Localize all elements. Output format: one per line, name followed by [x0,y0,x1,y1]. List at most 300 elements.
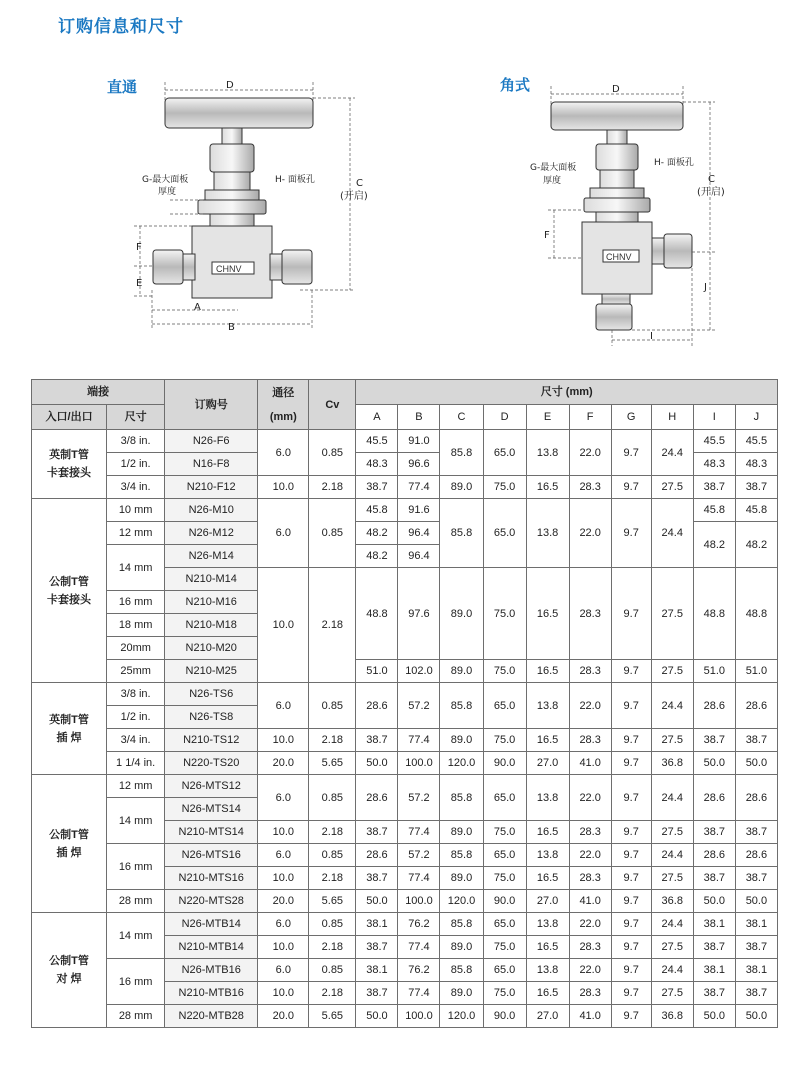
table-cell: 2.18 [309,568,356,683]
table-cell: 89.0 [440,982,483,1005]
angle-title: 角式 [500,76,531,94]
table-cell: N210-M25 [165,660,258,683]
table-row [32,729,778,752]
header-orifice [258,380,309,430]
table-cell: 85.8 [440,499,483,568]
table-cell: 28 mm [107,890,165,913]
table-cell: 18 mm [107,614,165,637]
table-cell: 16.5 [526,982,569,1005]
header-dim-c: C [440,405,483,430]
angle-brand: CHNV [606,252,632,262]
table-cell: 38.7 [735,867,777,890]
table-cell: 16 mm [107,844,165,890]
table-cell: 38.7 [735,821,777,844]
angle-label-c2: (开启) [697,187,725,198]
table-cell: 38.7 [693,867,735,890]
table-cell: 50.0 [693,890,735,913]
table-cell: N220-TS20 [165,752,258,775]
table-cell: 45.8 [356,499,398,522]
table-cell: 85.8 [440,913,483,936]
table-cell: 25mm [107,660,165,683]
table-cell: 28.3 [569,982,611,1005]
table-cell: 16.5 [526,936,569,959]
table-cell: 48.8 [356,568,398,660]
table-cell: 28.3 [569,729,611,752]
table-cell: 28.3 [569,936,611,959]
table-cell: 13.8 [526,844,569,867]
table-cell: 120.0 [440,890,483,913]
table-cell: 50.0 [693,752,735,775]
table-cell: 9.7 [611,867,651,890]
straight-brand: CHNV [216,264,242,274]
table-cell: 48.3 [693,453,735,476]
table-cell: 0.85 [309,959,356,982]
table-cell: 27.5 [651,476,693,499]
table-cell: 28.3 [569,821,611,844]
table-cell: N210-MTB16 [165,982,258,1005]
angle-label-d: D [612,84,620,95]
table-cell: 24.4 [651,959,693,982]
table-cell: 38.7 [356,867,398,890]
table-cell: 6.0 [258,499,309,568]
table-cell: N210-M14 [165,568,258,591]
table-cell: N210-MTB14 [165,936,258,959]
table-cell: N210-MTS14 [165,821,258,844]
table-cell: 50.0 [735,890,777,913]
table-cell: 45.8 [693,499,735,522]
table-cell: 27.0 [526,1005,569,1028]
table-cell: N210-M16 [165,591,258,614]
table-cell: 51.0 [356,660,398,683]
table-cell: 24.4 [651,499,693,568]
table-row [32,890,778,913]
table-cell: 2.18 [309,982,356,1005]
table-cell: N220-MTB28 [165,1005,258,1028]
table-cell: 20mm [107,637,165,660]
table-cell: 41.0 [569,890,611,913]
table-cell: 85.8 [440,430,483,476]
table-cell: 89.0 [440,568,483,660]
table-cell: 3/8 in. [107,683,165,706]
table-cell: 120.0 [440,1005,483,1028]
table-cell: 51.0 [735,660,777,683]
table-cell: 100.0 [398,890,440,913]
straight-label-c: C [356,178,363,189]
table-cell: 50.0 [356,752,398,775]
header-cv: Cv [309,380,356,430]
table-cell: 27.5 [651,660,693,683]
table-cell: 2.18 [309,821,356,844]
table-cell: 16 mm [107,959,165,1005]
straight-label-f: F [136,242,142,253]
table-cell: 16.5 [526,821,569,844]
table-cell: 77.4 [398,982,440,1005]
table-cell: 0.85 [309,683,356,729]
table-cell: 41.0 [569,1005,611,1028]
table-cell: 10.0 [258,982,309,1005]
table-cell: 9.7 [611,982,651,1005]
table-cell: 16.5 [526,660,569,683]
spec-table [31,379,778,1028]
table-cell: 28.3 [569,476,611,499]
table-cell: 48.2 [735,522,777,568]
angle-label-f: F [544,230,550,241]
table-cell: 10.0 [258,936,309,959]
table-cell: N210-MTS16 [165,867,258,890]
angle-label-c: C [708,174,715,185]
angle-label-g: G-最大面板 [530,163,577,173]
table-cell: N26-MTS12 [165,775,258,798]
table-cell: 76.2 [398,959,440,982]
table-cell: 10.0 [258,568,309,683]
table-row [32,959,778,982]
table-cell: 85.8 [440,775,483,821]
table-cell: 0.85 [309,499,356,568]
table-cell: 97.6 [398,568,440,660]
table-cell: 45.5 [693,430,735,453]
table-cell: 14 mm [107,913,165,959]
table-row [32,913,778,936]
table-cell: 48.2 [693,522,735,568]
table-cell: 22.0 [569,775,611,821]
table-cell: 28.6 [356,775,398,821]
table-cell: 28.6 [693,775,735,821]
table-cell: 24.4 [651,775,693,821]
table-cell: 27.5 [651,568,693,660]
table-cell: N16-F8 [165,453,258,476]
table-cell: 9.7 [611,568,651,660]
table-cell: 90.0 [483,890,526,913]
table-row [32,752,778,775]
table-cell: 41.0 [569,752,611,775]
table-cell: 65.0 [483,430,526,476]
table-cell: 91.6 [398,499,440,522]
table-cell: 45.8 [735,499,777,522]
table-cell: 50.0 [735,1005,777,1028]
table-cell: N26-MTS14 [165,798,258,821]
table-cell: 13.8 [526,683,569,729]
table-cell: 10.0 [258,476,309,499]
straight-label-a: A [194,302,201,313]
table-cell: 22.0 [569,499,611,568]
header-dim-e: E [526,405,569,430]
table-cell: 27.5 [651,982,693,1005]
table-cell: 75.0 [483,936,526,959]
table-cell: 6.0 [258,775,309,821]
table-cell: 3/4 in. [107,729,165,752]
table-cell: 89.0 [440,936,483,959]
table-cell: 38.7 [356,982,398,1005]
table-cell: 57.2 [398,775,440,821]
table-row [32,430,778,453]
table-cell: 38.7 [693,729,735,752]
straight-label-h: H- 面板孔 [275,175,315,185]
header-size: 尺寸 [107,405,165,430]
table-cell: 22.0 [569,683,611,729]
table-cell: 28.6 [693,844,735,867]
table-row [32,499,778,522]
table-row [32,844,778,867]
table-cell: 5.65 [309,890,356,913]
header-dim-j: J [735,405,777,430]
table-cell: 48.8 [735,568,777,660]
table-cell: 65.0 [483,959,526,982]
table-cell: 96.4 [398,522,440,545]
table-cell: N26-M10 [165,499,258,522]
table-cell: 9.7 [611,430,651,476]
table-cell: 0.85 [309,844,356,867]
table-cell: 5.65 [309,1005,356,1028]
table-cell: 0.85 [309,430,356,476]
table-cell: 38.7 [735,729,777,752]
table-row [32,683,778,706]
header-part-no: 订购号 [165,380,258,430]
table-cell: 50.0 [693,1005,735,1028]
table-cell: 22.0 [569,913,611,936]
table-cell: N210-M18 [165,614,258,637]
straight-label-g: G-最大面板 [142,175,189,185]
table-cell: N26-MTB14 [165,913,258,936]
table-cell: 27.5 [651,936,693,959]
table-cell: 38.7 [735,982,777,1005]
table-cell: 65.0 [483,844,526,867]
table-cell: N26-M14 [165,545,258,568]
header-dim-d: D [483,405,526,430]
table-cell: 2.18 [309,867,356,890]
table-cell: 36.8 [651,890,693,913]
table-cell: 0.85 [309,913,356,936]
header-dims: 尺寸 (mm) [356,380,778,405]
table-cell: 65.0 [483,775,526,821]
table-cell: 10.0 [258,729,309,752]
table-cell: 102.0 [398,660,440,683]
table-cell: 48.3 [356,453,398,476]
table-cell: 38.7 [693,821,735,844]
table-cell: 76.2 [398,913,440,936]
angle-label-j: J [704,282,707,293]
table-cell: 89.0 [440,729,483,752]
table-cell: 50.0 [356,1005,398,1028]
table-cell: 57.2 [398,683,440,729]
angle-label-g2: 厚度 [543,176,562,186]
header-dim-h: H [651,405,693,430]
table-cell: N26-MTS16 [165,844,258,867]
header-dim-f: F [569,405,611,430]
table-cell: 75.0 [483,821,526,844]
table-cell: 1/2 in. [107,706,165,729]
table-cell: 9.7 [611,936,651,959]
straight-label-g2: 厚度 [158,187,177,197]
table-cell: N26-M12 [165,522,258,545]
table-cell: 38.7 [735,936,777,959]
header-dim-a: A [356,405,398,430]
table-cell: 22.0 [569,430,611,476]
table-cell: 38.7 [693,982,735,1005]
table-cell: 48.2 [356,545,398,568]
table-cell: 3/4 in. [107,476,165,499]
table-cell: 16.5 [526,867,569,890]
table-cell: 38.7 [356,729,398,752]
table-cell: 89.0 [440,476,483,499]
table-cell: 75.0 [483,867,526,890]
table-row [32,660,778,683]
table-cell: 48.3 [735,453,777,476]
table-cell: 27.0 [526,890,569,913]
group-label: 公制T管 对 焊 [32,913,107,1028]
table-cell: 9.7 [611,476,651,499]
table-cell: 16.5 [526,476,569,499]
table-cell: 38.7 [356,821,398,844]
table-cell: 9.7 [611,890,651,913]
table-cell: 65.0 [483,683,526,729]
table-cell: 24.4 [651,683,693,729]
table-cell: 20.0 [258,1005,309,1028]
table-cell: N26-TS8 [165,706,258,729]
table-cell: N26-TS6 [165,683,258,706]
table-cell: 9.7 [611,913,651,936]
table-cell: 10.0 [258,867,309,890]
table-cell: 13.8 [526,959,569,982]
table-cell: 85.8 [440,959,483,982]
table-cell: 38.7 [693,476,735,499]
table-cell: 16.5 [526,568,569,660]
table-cell: 28.6 [356,683,398,729]
valve-diagrams [0,0,800,370]
table-cell: 85.8 [440,683,483,729]
table-cell: 89.0 [440,821,483,844]
table-cell: 9.7 [611,660,651,683]
table-cell: (mm) [269,410,297,423]
table-cell: 28.3 [569,660,611,683]
straight-label-d: D [226,80,234,91]
table-cell: 77.4 [398,867,440,890]
table-cell: 10.0 [258,821,309,844]
table-cell: 14 mm [107,798,165,844]
table-cell: 12 mm [107,775,165,798]
table-cell: 2.18 [309,476,356,499]
straight-label-c2: (开启) [340,191,368,202]
table-cell: 89.0 [440,867,483,890]
table-cell: 10 mm [107,499,165,522]
table-cell: 6.0 [258,959,309,982]
table-cell: 9.7 [611,752,651,775]
table-cell: 2.18 [309,729,356,752]
table-cell: 77.4 [398,936,440,959]
header-dim-b: B [398,405,440,430]
table-cell: 28.6 [735,844,777,867]
table-cell: 89.0 [440,660,483,683]
table-cell: 通径 [272,386,295,399]
header-dim-g: G [611,405,651,430]
group-label: 公制T管 卡套接头 [32,499,107,683]
table-cell: 38.7 [735,476,777,499]
table-cell: 45.5 [356,430,398,453]
table-cell: 57.2 [398,844,440,867]
table-cell: 38.7 [356,936,398,959]
table-cell: 16.5 [526,729,569,752]
table-cell: 38.1 [693,913,735,936]
table-cell: 12 mm [107,522,165,545]
table-cell: 9.7 [611,1005,651,1028]
table-cell: 85.8 [440,844,483,867]
table-cell: 13.8 [526,913,569,936]
table-cell: 6.0 [258,844,309,867]
table-cell: N220-MTS28 [165,890,258,913]
table-cell: 1 1/4 in. [107,752,165,775]
table-cell: 9.7 [611,844,651,867]
table-cell: 13.8 [526,775,569,821]
table-cell: 90.0 [483,1005,526,1028]
angle-label-i: I [650,331,653,342]
table-cell: 38.1 [693,959,735,982]
table-cell: 6.0 [258,430,309,476]
table-cell: 100.0 [398,1005,440,1028]
group-label: 公制T管 插 焊 [32,775,107,913]
table-cell: 27.0 [526,752,569,775]
table-cell: 96.4 [398,545,440,568]
table-cell: 91.0 [398,430,440,453]
table-cell: 38.1 [735,959,777,982]
table-cell: 96.6 [398,453,440,476]
table-cell: N26-MTB16 [165,959,258,982]
group-label: 英制T管 卡套接头 [32,430,107,499]
angle-label-h: H- 面板孔 [654,158,694,168]
table-cell: 6.0 [258,913,309,936]
table-cell: 51.0 [693,660,735,683]
table-cell: 28 mm [107,1005,165,1028]
table-cell: 75.0 [483,729,526,752]
table-cell: 50.0 [735,752,777,775]
table-cell: 9.7 [611,499,651,568]
table-cell: 22.0 [569,844,611,867]
table-cell: 1/2 in. [107,453,165,476]
table-cell: 75.0 [483,660,526,683]
table-cell: 38.7 [693,936,735,959]
table-cell: 24.4 [651,844,693,867]
table-cell: 75.0 [483,568,526,660]
straight-label-b: B [228,322,235,333]
table-cell: 27.5 [651,867,693,890]
straight-title: 直通 [107,78,138,96]
table-cell: 27.5 [651,729,693,752]
table-cell: 38.1 [735,913,777,936]
table-cell: 65.0 [483,499,526,568]
table-cell: N210-M20 [165,637,258,660]
table-row [32,775,778,798]
table-cell: 9.7 [611,729,651,752]
table-cell: 5.65 [309,752,356,775]
table-cell: 48.2 [356,522,398,545]
table-cell: 65.0 [483,913,526,936]
table-cell: 28.6 [735,775,777,821]
table-cell: 45.5 [735,430,777,453]
table-cell: 77.4 [398,476,440,499]
table-row [32,1005,778,1028]
table-cell: 75.0 [483,476,526,499]
table-cell: 50.0 [356,890,398,913]
page-title: 订购信息和尺寸 [58,17,184,37]
table-cell: N26-F6 [165,430,258,453]
table-cell: 90.0 [483,752,526,775]
table-cell: 36.8 [651,1005,693,1028]
table-cell: N210-TS12 [165,729,258,752]
group-label: 英制T管 插 焊 [32,683,107,775]
table-cell: 28.3 [569,568,611,660]
table-cell: 48.8 [693,568,735,660]
table-cell: 2.18 [309,936,356,959]
table-cell: 28.6 [735,683,777,729]
table-row [32,476,778,499]
